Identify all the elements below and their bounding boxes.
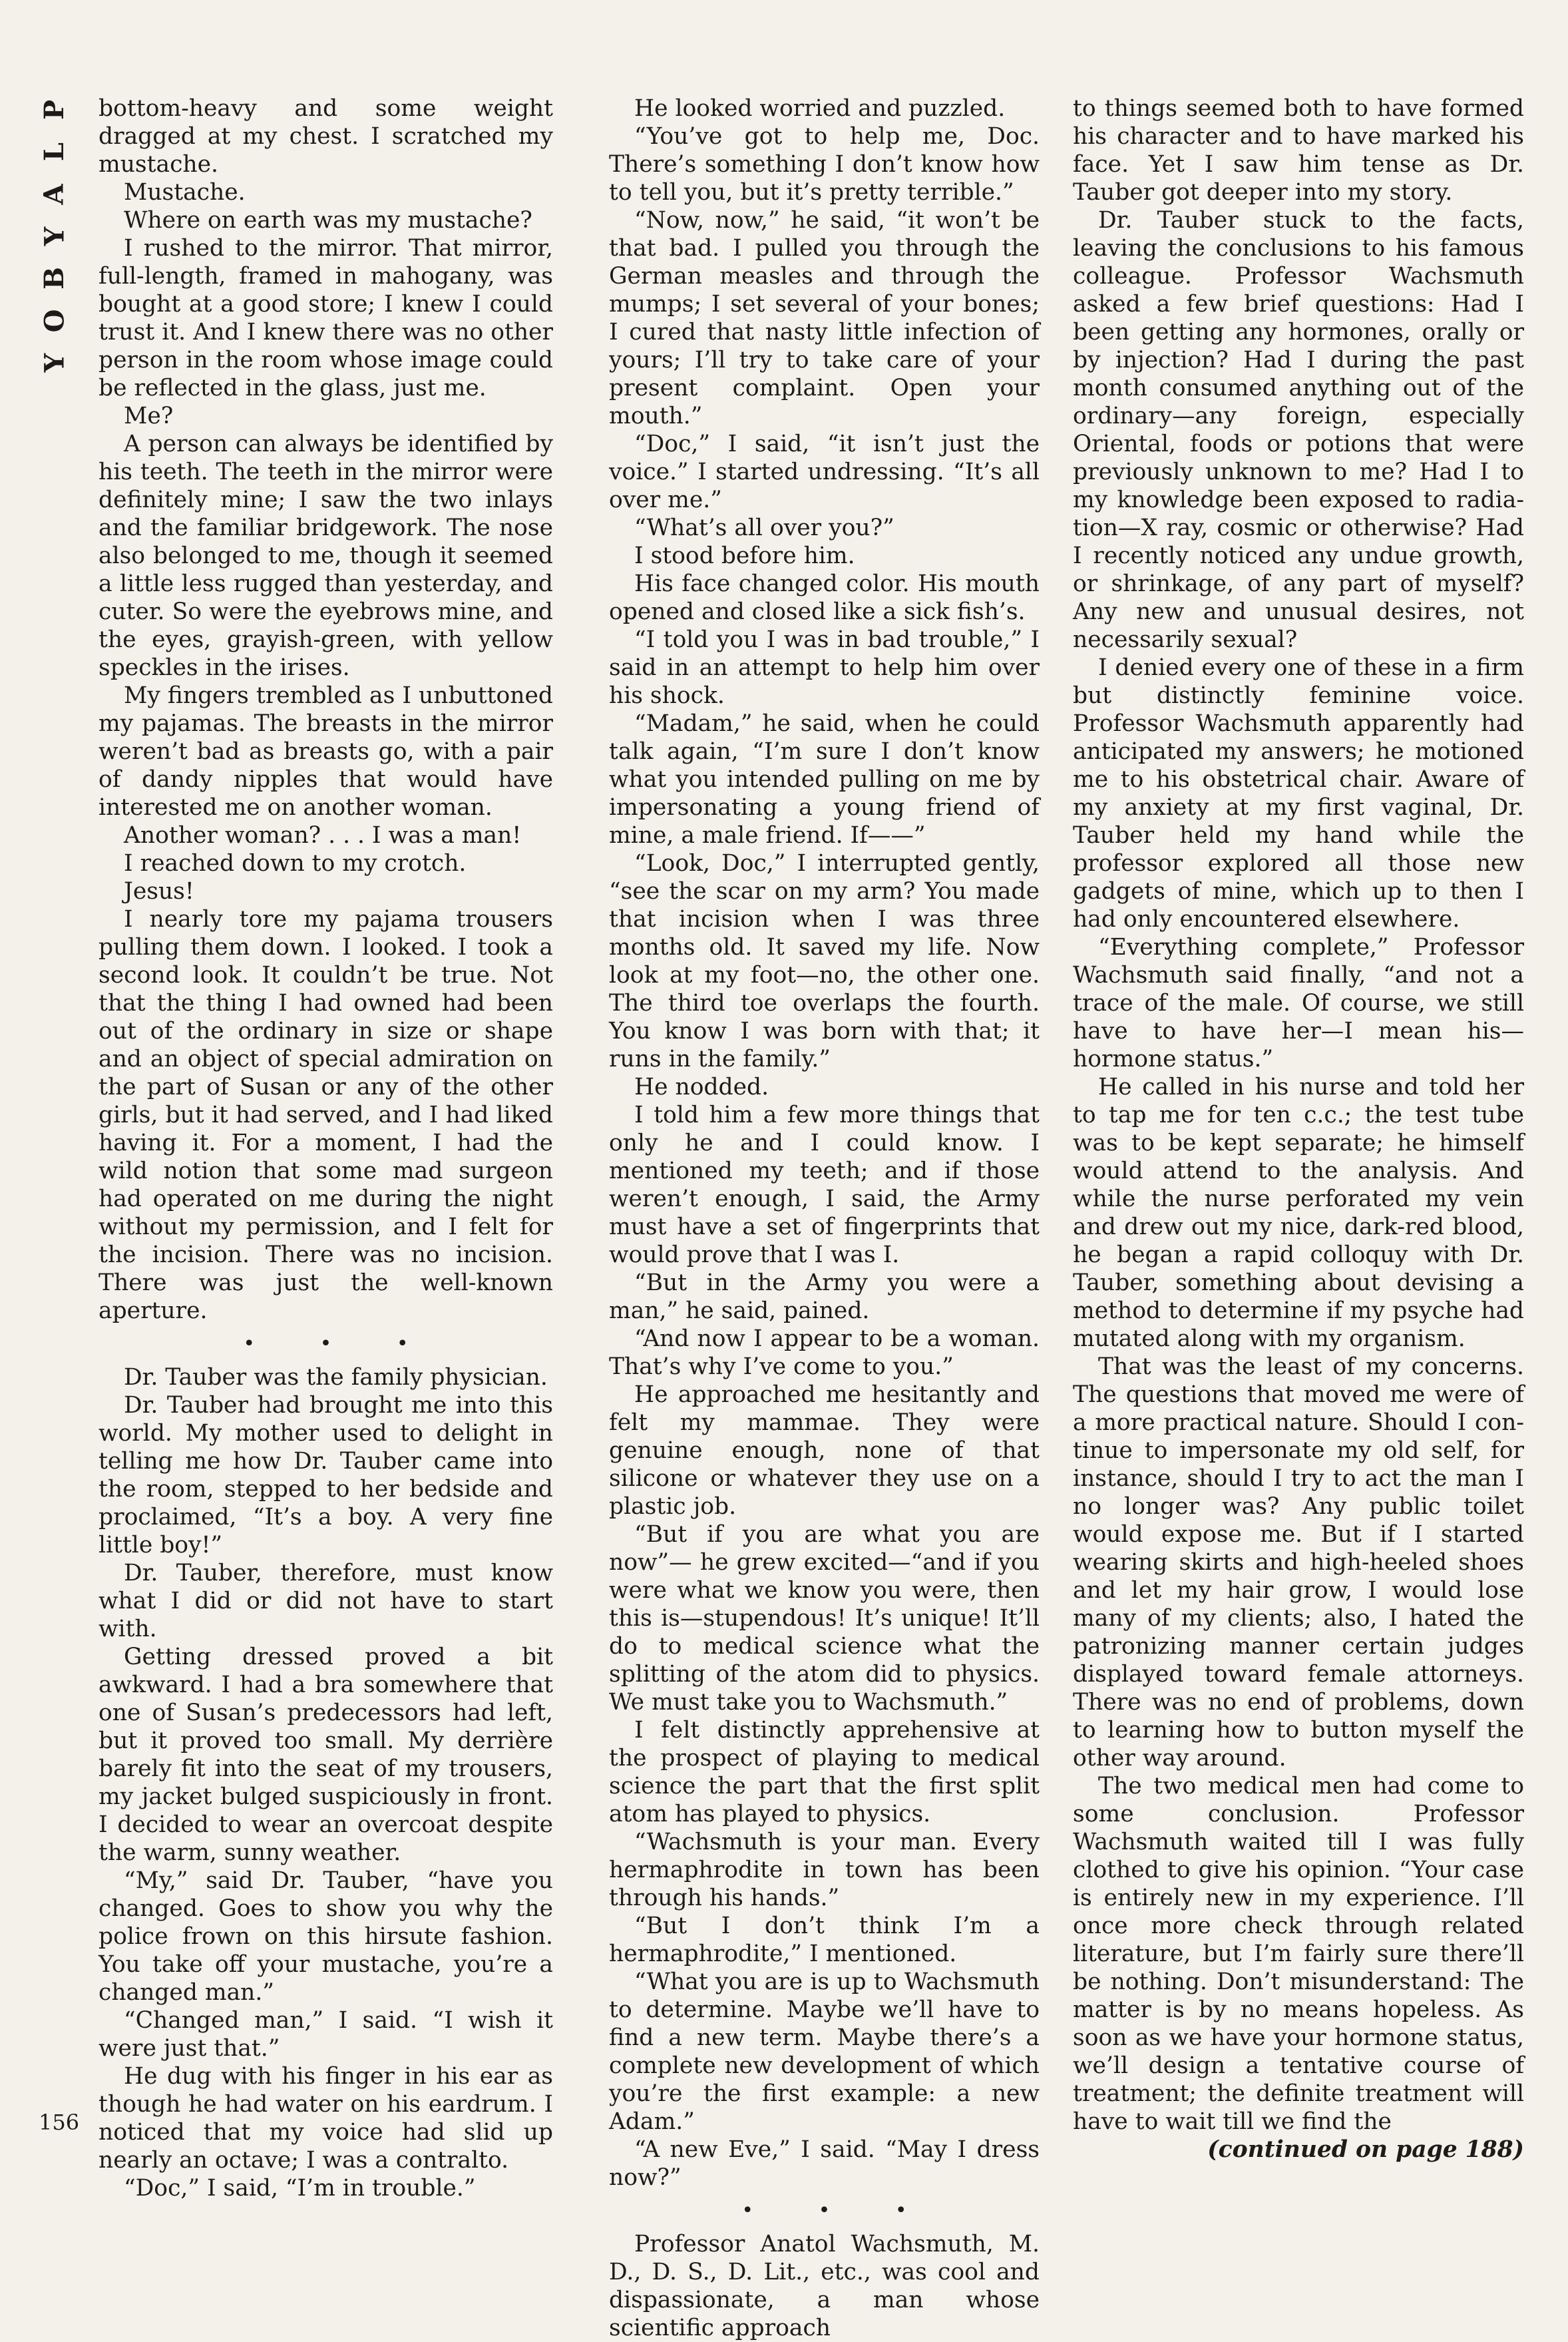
- column-2-part-b: [609, 2230, 1040, 2342]
- column-1-part-b: [98, 1363, 553, 2202]
- paragraph: “Look, Doc,” I interrupted gently, “see the scar on my arm? You made that incision when I was three months old. It saved my life. Now look at my foot—no, the other one. The third toe overlaps the fourth. You know I was born with that; it runs in the family.”: [609, 850, 1040, 1072]
- paragraph: I stood before him.: [634, 543, 855, 569]
- paragraph: bottom-heavy and some weight dragged at my chest. I scratched my mustache.: [98, 95, 553, 178]
- paragraph: He called in his nurse and told her to tap me for ten c.c.; the test tube was to be kept separate; he himself would attend to the analysis. And while the nurse perforated my vein and drew out my nice, dark-red blood, he began a rapid colloquy with Dr. Tauber, something about devising a method to determine if my psyche had mutated along with my organism.: [1073, 1074, 1524, 1352]
- paragraph: “But I don’t think I’m a hermaphrodite,” I mentioned.: [609, 1913, 1040, 1967]
- paragraph: “You’ve got to help me, Doc. There’s something I don’t know how to tell you, but it’s pretty terrible.”: [609, 123, 1040, 206]
- paragraph: I felt distinctly apprehensive at the prospect of playing to medical science the part that the first split atom has played to physics.: [609, 1717, 1040, 1827]
- masthead: [38, 97, 70, 376]
- paragraph: He nodded.: [634, 1074, 769, 1100]
- section-break: • • •: [741, 2199, 936, 2222]
- masthead-letter: P: [38, 99, 70, 120]
- section-break: • • •: [243, 1332, 438, 1355]
- masthead-letter: O: [39, 309, 70, 333]
- text-column-3: [1073, 95, 1524, 2163]
- paragraph: “But in the Army you were a man,” he said, pained.: [609, 1270, 1040, 1324]
- paragraph: “What you are is up to Wachsmuth to determine. Maybe we’ll have to find a new term. Maybe there’s a complete new development of which you’re the first example: a new Adam.”: [609, 1969, 1040, 2135]
- paragraph: That was the least of my concerns. The questions that moved me were of a more practical nature. Should I continue to impersonate my old self, for instance, should I try to act the man I no longer was? Any public toilet would expose me. But if I started wearing skirts and high-heeled shoes and let my hair grow, I would lose many of my clients; also, I hated the patronizing manner certain judges displayed toward female attorneys. There was no end of problems, down to learning how to button myself the other way around.: [1073, 1353, 1524, 1771]
- column-1-part-a: [98, 95, 553, 1325]
- paragraph: “My,” said Dr. Tauber, “have you changed. Goes to show you why the police frown on this hirsute fashion. You take off your mustache, you’re a changed man.”: [98, 1867, 553, 2006]
- continued-note: (continued on page 188): [1207, 2136, 1524, 2163]
- text-column-2: [609, 95, 1040, 2341]
- paragraph: Dr. Tauber was the family physician.: [124, 1364, 548, 1391]
- paragraph: “Doc,” I said, “it isn’t just the voice.” I started undressing. “It’s all over me.”: [609, 431, 1040, 513]
- paragraph: I nearly tore my pajama trousers pulling them down. I looked. I took a second look. It couldn’t be true. Not that the thing I had owned had been out of the ordinary in size or shape and an object of special admiration on the part of Susan or any of the other girls, but it had served, and I had liked having it. For a moment, I had the wild notion that some mad surgeon had operated on me during the night without my permission, and I felt for the incision. There was no incision. There was just the well-known aperture.: [98, 906, 553, 1324]
- masthead-letter: L: [39, 142, 70, 162]
- paragraph: He approached me hesitantly and felt my mammae. They were genuine enough, none of that silicone or whatever they use on a plastic job.: [609, 1381, 1040, 1520]
- paragraph: “Changed man,” I said. “I wish it were just that.”: [98, 2007, 553, 2062]
- paragraph: I reached down to my crotch.: [124, 850, 467, 877]
- masthead-letter: A: [38, 184, 70, 205]
- paragraph: Getting dressed proved a bit awkward. I had a bra somewhere that one of Susan’s predecessors had left, but it proved too small. My derrière barely fit into the seat of my trousers, my jacket bulged suspiciously in front. I decided to wear an overcoat despite the warm, sunny weather.: [98, 1644, 553, 1866]
- paragraph: The two medical men had come to some conclusion. Professor Wachsmuth waited till I was fully clothed to give his opinion. “Your case is entirely new in my experience. I’ll once more check through related literature, but I’m fairly sure there’ll be nothing. Don’t misunderstand: The matter is by no means hopeless. As soon as we have your hormone status, we’ll design a tentative course of treatment; the definite treatment will have to wait till we find the: [1073, 1773, 1524, 2135]
- paragraph: I rushed to the mirror. That mirror, full-length, framed in mahogany, was bought at a good store; I knew I could trust it. And I knew there was no other person in the room whose image could be reflected in the glass, just me.: [98, 235, 553, 401]
- paragraph: He looked worried and puzzled.: [634, 95, 1006, 122]
- paragraph: Jesus!: [124, 878, 194, 905]
- paragraph: “What’s all over you?”: [634, 515, 894, 541]
- paragraph: “Madam,” he said, when he could talk again, “I’m sure I don’t know what you intended pulling on me by impersonating a young friend of mine, a male friend. If——”: [609, 710, 1040, 849]
- paragraph: Another woman? . . . I was a man!: [124, 822, 522, 849]
- paragraph: Where on earth was my mustache?: [124, 207, 532, 234]
- paragraph: I told him a few more things that only he and I could know. I mentioned my teeth; and if those weren’t enough, I said, the Army must have a set of fingerprints that would prove that I was I.: [609, 1102, 1040, 1268]
- paragraph: “I told you I was in bad trouble,” I said in an attempt to help him over his shock.: [609, 626, 1040, 709]
- paragraph: Dr. Tauber, therefore, must know what I did or did not have to start with.: [98, 1560, 553, 1642]
- paragraph: to things seemed both to have formed his character and to have marked his face. Yet I saw him tense as Dr. Tauber got deeper into my story.: [1073, 95, 1524, 206]
- paragraph: A person can always be identified by his teeth. The teeth in the mirror were definitely mine; I saw the two inlays and the familiar bridgework. The nose also belonged to me, though it seemed a little less rugged than yesterday, and cuter. So were the eyebrows mine, and the eyes, grayish-green, with yellow speckles in the irises.: [98, 431, 553, 681]
- paragraph: “Wachsmuth is your man. Every hermaphrodite in town has been through his hands.”: [609, 1829, 1040, 1911]
- masthead-letter: Y: [39, 353, 70, 373]
- paragraph: Me?: [124, 403, 174, 429]
- paragraph: Dr. Tauber stuck to the facts, leaving the conclusions to his famous colleague. Professor Wachsmuth asked a few brief questions: Had I been getting any hormones, orally or by injection? Had I during the past month consumed anything out of the ordinary—any foreign, especially Oriental, foods or potions that were previously unknown to me? Had I to my knowledge been exposed to radiation—X ray, cosmic or otherwise? Had I recently noticed any undue growth, or shrinkage, of any part of myself? Any new and unusual desires, not necessarily sexual?: [1073, 207, 1524, 653]
- paragraph: “Doc,” I said, “I’m in trouble.”: [124, 2175, 476, 2202]
- paragraph: I denied every one of these in a firm but distinctly feminine voice. Professor Wachsmuth apparently had anticipated my answers; he motioned me to his obstetrical chair. Aware of my anxiety at my first vaginal, Dr. Tauber held my hand while the professor explored all those new gadgets of mine, which up to then I had only encountered elsewhere.: [1073, 654, 1524, 933]
- paragraph: “Now, now,” he said, “it won’t be that bad. I pulled you through the German measles and through the mumps; I set several of your bones; I cured that nasty little infection of yours; I’ll try to take care of your present complaint. Open your mouth.”: [609, 207, 1040, 429]
- paragraph: My fingers trembled as I unbuttoned my pajamas. The breasts in the mirror weren’t bad as breasts go, with a pair of dandy nipples that would have interested me on another woman.: [98, 682, 553, 821]
- paragraph: Mustache.: [124, 179, 246, 206]
- masthead-letter: Y: [39, 226, 70, 246]
- paragraph: “A new Eve,” I said. “May I dress now?”: [609, 2136, 1040, 2191]
- page-number: 156: [39, 2110, 80, 2135]
- paragraph: “But if you are what you are now”— he grew excited—“and if you were what we know you were, then this is—stupendous! It’s unique! It’ll do to medical science what the splitting of the atom did to physics. We must take you to Wachsmuth.”: [609, 1521, 1040, 1716]
- paragraph: His face changed color. His mouth opened and closed like a sick fish’s.: [609, 571, 1040, 625]
- paragraph: “And now I appear to be a woman. That’s why I’ve come to you.”: [609, 1325, 1040, 1380]
- paragraph: “Everything complete,” Professor Wachsmuth said finally, “and not a trace of the male. Of course, we still have to have her—I mean his—hormone status.”: [1073, 934, 1524, 1072]
- paragraph: Professor Anatol Wachsmuth, M. D., D. S., D. Lit., etc., was cool and dispassionate, a man whose scientific approach: [609, 2231, 1040, 2341]
- paragraph: Dr. Tauber had brought me into this world. My mother used to delight in telling me how Dr. Tauber came into the room, stepped to her bedside and proclaimed, “It’s a boy. A very fine little boy!”: [98, 1392, 553, 1558]
- text-column-1: [98, 95, 553, 2202]
- masthead-letter: B: [39, 267, 70, 290]
- column-2-part-a: [609, 95, 1040, 2192]
- paragraph: He dug with his finger in his ear as though he had water on his eardrum. I noticed that my voice had slid up nearly an octave; I was a contralto.: [98, 2063, 553, 2174]
- column-3-part-a: [1073, 95, 1524, 2136]
